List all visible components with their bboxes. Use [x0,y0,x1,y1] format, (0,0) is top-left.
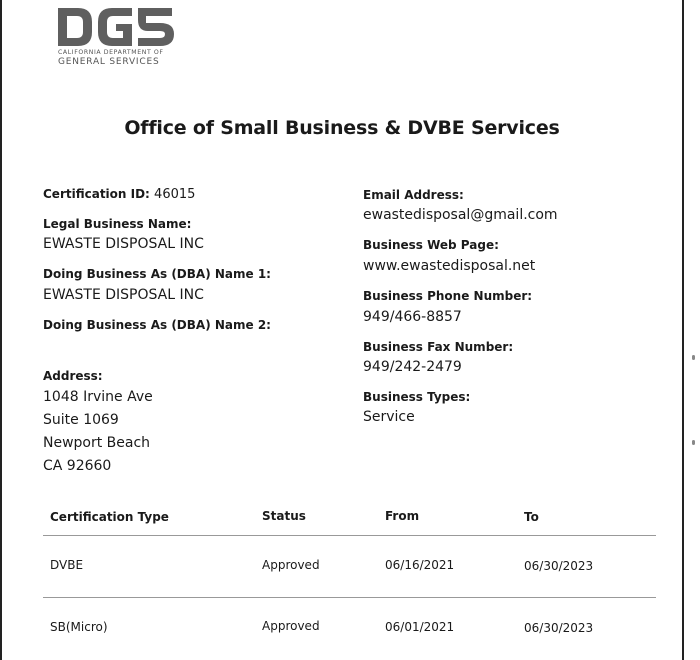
table-cell: 06/30/2023 [524,621,594,635]
table-cell: 06/30/2023 [524,559,594,573]
table-divider [43,597,656,598]
page-edge-right [682,0,684,660]
address-line: CA 92660 [43,458,112,474]
email-address-value: ewastedisposal@gmail.com [363,207,558,223]
page-edge-left [0,0,2,660]
table-cell: 06/01/2021 [385,620,455,634]
column-header-from: From [385,509,420,523]
legal-business-name-value: EWASTE DISPOSAL INC [43,236,204,252]
page-title: Office of Small Business & DVBE Services [124,117,560,139]
dba-name-1-value: EWASTE DISPOSAL INC [43,287,204,303]
dgs-wordmark-icon [56,6,176,48]
business-types-label: Business Types: [363,390,471,404]
logo-subtitle: CALIFORNIA DEPARTMENT OF [58,49,164,56]
table-divider [43,535,656,536]
table-cell: DVBE [50,558,84,572]
address-label: Address: [43,369,103,383]
business-fax-value: 949/242-2479 [363,359,462,375]
business-types-value: Service [363,409,415,425]
address-line: Newport Beach [43,435,151,451]
address-line: Suite 1069 [43,412,119,428]
column-header-status: Status [262,509,306,523]
business-phone-value: 949/466-8857 [363,309,462,325]
address-line: 1048 Irvine Ave [43,389,153,405]
business-web-page-value: www.ewastedisposal.net [363,258,536,274]
margin-mark [692,355,695,360]
margin-mark [692,440,695,445]
business-web-page-label: Business Web Page: [363,238,499,252]
dba-name-1-label: Doing Business As (DBA) Name 1: [43,267,271,281]
legal-business-name-label: Legal Business Name: [43,217,192,231]
column-header-certification-type: Certification Type [50,510,169,524]
table-cell: SB(Micro) [50,620,108,634]
business-phone-label: Business Phone Number: [363,289,533,303]
table-cell: 06/16/2021 [385,558,455,572]
certification-id-value: 46015 [154,187,196,202]
email-address-label: Email Address: [363,188,464,202]
table-cell: Approved [262,619,320,633]
dba-name-2-label: Doing Business As (DBA) Name 2: [43,318,271,332]
dgs-logo [56,6,180,66]
table-cell: Approved [262,558,320,572]
certification-id-field [43,187,195,202]
certification-id-label: Certification ID: [43,187,150,201]
logo-agency-name: GENERAL SERVICES [58,57,160,67]
column-header-to: To [524,510,539,524]
business-fax-label: Business Fax Number: [363,340,514,354]
